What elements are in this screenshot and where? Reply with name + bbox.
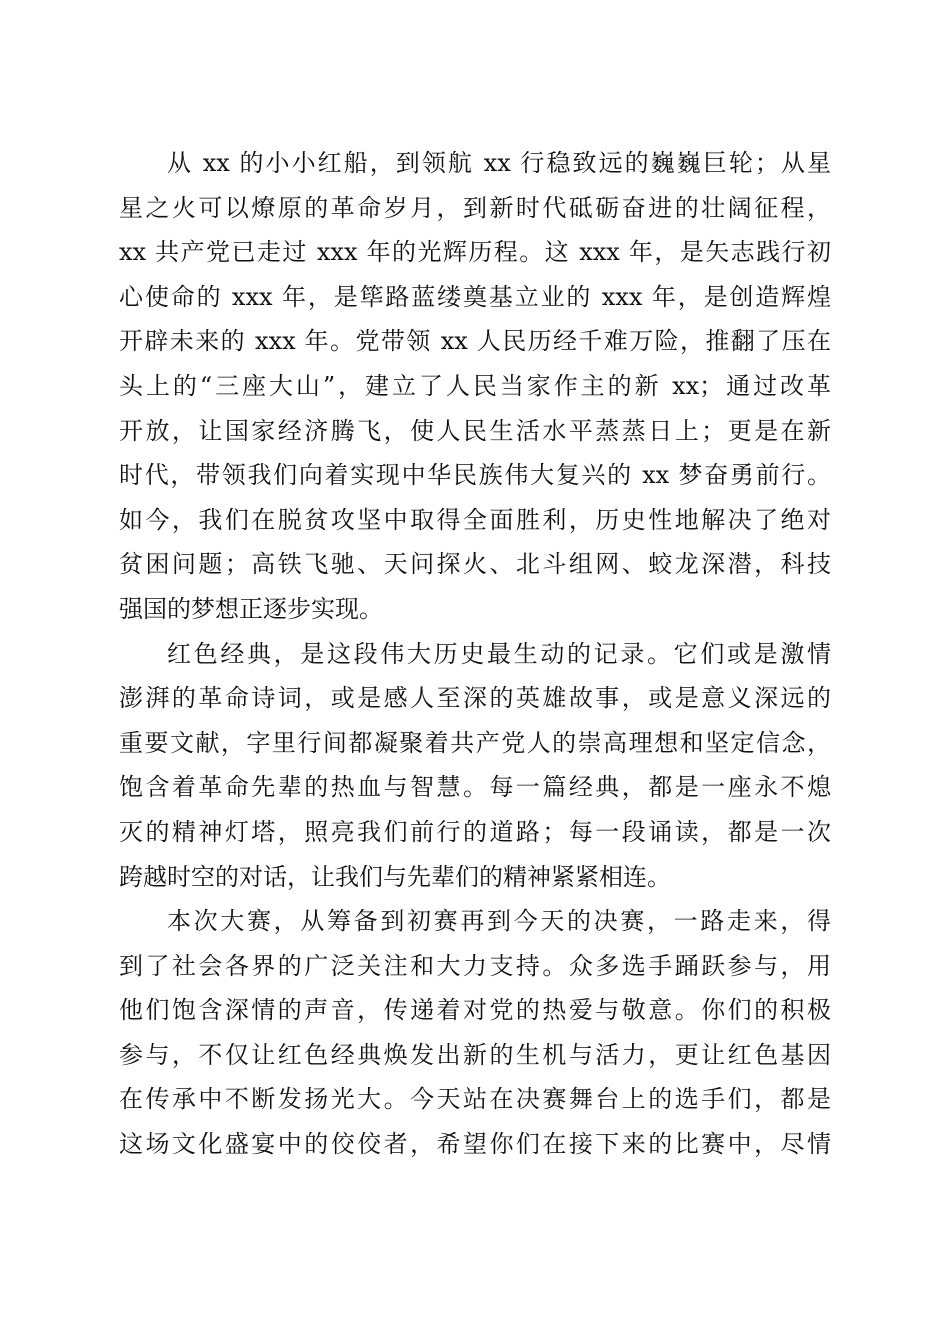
text-line: 星之火可以燎原的革命岁月，到新时代砥砺奋进的壮阔征程，	[119, 193, 831, 222]
text-line: 强国的梦想正逐步实现。	[119, 594, 383, 623]
text-line: 这场文化盛宴中的佼佼者，希望你们在接下来的比赛中，尽情	[119, 1130, 831, 1159]
text-line: 参与，不仅让红色经典焕发出新的生机与活力，更让红色基因	[119, 1040, 831, 1069]
paragraph-competition	[119, 899, 831, 1167]
text-line: 在传承中不断发扬光大。今天站在决赛舞台上的选手们，都是	[119, 1085, 831, 1114]
text-line: 如今，我们在脱贫攻坚中取得全面胜利，历史性地解决了绝对	[119, 505, 831, 534]
text-line: 本次大赛，从筹备到初赛再到今天的决赛，一路走来，得	[167, 907, 831, 936]
text-line: 灭的精神灯塔，照亮我们前行的道路；每一段诵读，都是一次	[119, 817, 831, 846]
text-line: 心使命的 xxx 年，是筚路蓝缕奠基立业的 xxx 年，是创造辉煌	[119, 282, 831, 311]
text-line: 贫困问题；高铁飞驰、天问探火、北斗组网、蛟龙深潜，科技	[119, 550, 831, 579]
paragraph-history	[119, 141, 831, 632]
text-line: 他们饱含深情的声音，传递着对党的热爱与敬意。你们的积极	[119, 996, 831, 1025]
text-line: 饱含着革命先辈的热血与智慧。每一篇经典，都是一座永不熄	[119, 773, 831, 802]
text-line: 跨越时空的对话，让我们与先辈们的精神紧紧相连。	[119, 862, 671, 891]
text-line: 从 xx 的小小红船，到领航 xx 行稳致远的巍巍巨轮；从星	[167, 149, 831, 177]
paragraph-red-classics	[119, 632, 831, 900]
text-line: 头上的“三座大山”，建立了人民当家作主的新 xx；通过改革	[119, 371, 831, 400]
document-body	[119, 141, 831, 1167]
text-line: 重要文献，字里行间都凝聚着共产党人的崇高理想和坚定信念，	[119, 728, 831, 757]
text-line: 澎湃的革命诗词，或是感人至深的英雄故事，或是意义深远的	[119, 684, 831, 713]
text-line: xx 共产党已走过 xxx 年的光辉历程。这 xxx 年，是矢志践行初	[119, 238, 831, 267]
text-line: 开放，让国家经济腾飞，使人民生活水平蒸蒸日上；更是在新	[119, 416, 831, 445]
text-line: 红色经典，是这段伟大历史最生动的记录。它们或是激情	[167, 639, 831, 668]
text-line: 开辟未来的 xxx 年。党带领 xx 人民历经千难万险，推翻了压在	[119, 327, 831, 356]
text-line: 到了社会各界的广泛关注和大力支持。众多选手踊跃参与，用	[119, 951, 831, 980]
text-line: 时代，带领我们向着实现中华民族伟大复兴的 xx 梦奋勇前行。	[119, 461, 831, 490]
